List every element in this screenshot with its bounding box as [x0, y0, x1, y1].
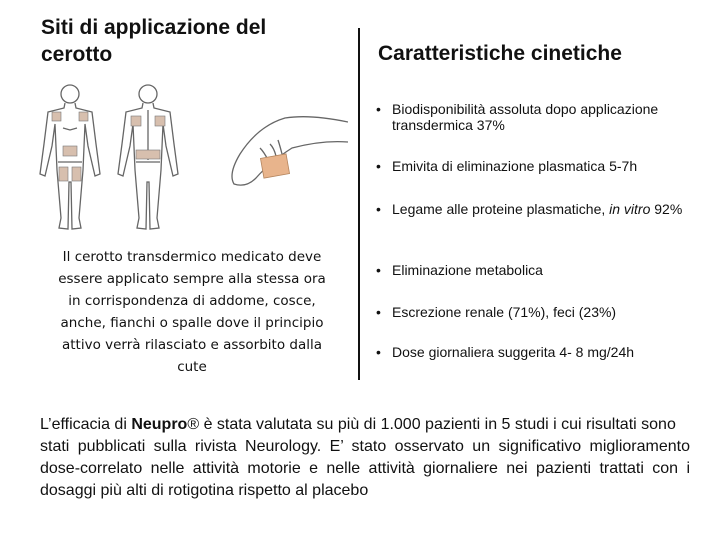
bullet-icon: • [376, 101, 381, 117]
transdermal-patch [260, 154, 289, 178]
bullet-icon: • [376, 201, 381, 217]
application-sites-title: Siti di applicazione del cerotto [41, 16, 267, 66]
feature-half-life: • Emivita di eliminazione plasmatica 5-7h [376, 158, 638, 174]
feature-daily-dose: • Dose giornaliera suggerita 4- 8 mg/24h [376, 344, 635, 360]
application-instructions-caption: Il cerotto transdermico medicato deve essere applicato sempre alla stessa ora in corrispondenza di addome, cosce, anche, fianchi o spalle dove il principio attivo verrà rilasciato e assorbito dalla cute [58, 249, 326, 375]
bullet-icon: • [376, 344, 381, 360]
patch-sites-illustration [30, 82, 348, 242]
column-divider [358, 28, 360, 380]
front-body-figure [40, 85, 100, 229]
feature-bioavailability: • Biodisponibilità assoluta dopo applicazione transdermica 37% [376, 101, 659, 133]
feature-excretion: • Escrezione renale (71%), feci (23%) [376, 304, 617, 320]
bullet-icon: • [376, 262, 381, 278]
arm-patch-illustration [232, 117, 348, 185]
bullet-icon: • [376, 304, 381, 320]
efficacy-paragraph: L’efficacia di Neupro® è stata valutata su più di 1.000 pazienti in 5 studi i cui risultati sono stati pubblicati sulla rivista Neurology. E’ stato osservato un significativo miglioramento dose-correlato nelle attività motorie e nelle attività giornaliere nei pazienti trattati con i dosaggi più alti di rotigotina rispetto al placebo [40, 416, 690, 499]
kinetic-properties-title: Caratteristiche cinetiche [378, 42, 622, 65]
feature-metabolic-elimination: • Eliminazione metabolica [376, 262, 543, 278]
feature-protein-binding: • Legame alle proteine plasmatiche, in vitro 92% [376, 201, 683, 217]
bullet-icon: • [376, 158, 381, 174]
brand-name: Neupro [131, 416, 188, 433]
